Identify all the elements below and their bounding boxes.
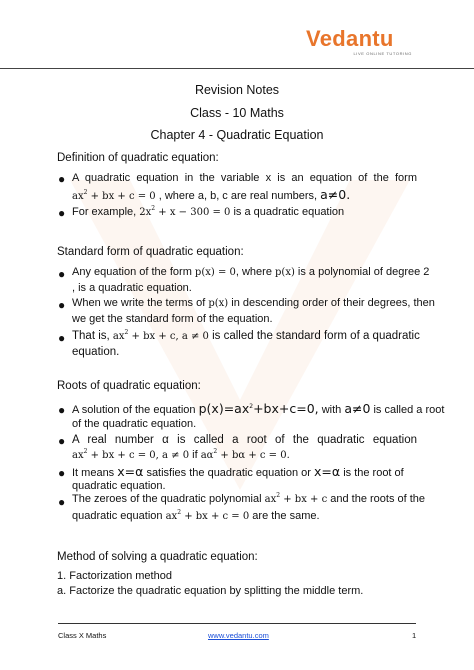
s2-b1-text-b: , where [235, 266, 272, 278]
s1-b1-cond: a≠0. [320, 187, 351, 202]
bullet-icon: ● [58, 466, 66, 480]
s1-b2 [72, 206, 344, 218]
section-method-heading: Method of solving a quadratic equation: [57, 551, 258, 563]
bullet-icon: ● [58, 172, 66, 186]
s3-b3-line2: quadratic equation. [72, 480, 166, 492]
s3-b4-eq: $ax^2$ + bx + c [264, 492, 328, 505]
s3-b2-eq: $ax^2$ + bx + c = 0, a ≠ 0 [72, 448, 190, 461]
s3-b1-eq2: a≠0 [344, 401, 371, 416]
s2-b1-line1 [72, 266, 429, 278]
s1-b2-text-a: For example, [72, 206, 137, 218]
vedantu-logo [306, 28, 416, 62]
method-item-1: 1. Factorization method [57, 570, 172, 582]
s2-b3-text-a: That is, [72, 330, 110, 342]
logo-tagline: LIVE ONLINE TUTORING [353, 51, 412, 56]
s3-b4-eq2: $ax^2$ + bx + c = 0 [165, 509, 250, 522]
s2-b2-line1 [72, 297, 435, 309]
s2-b1-text-a: Any equation of the form [72, 266, 192, 278]
s2-b3-line1 [72, 330, 420, 342]
s3-b4-line2 [72, 510, 320, 522]
s3-b2-line1: A real number α is called a root of the quadratic equation [72, 434, 417, 446]
doc-title-class: Class - 10 Maths [190, 106, 284, 120]
s3-b1-text-b: with [321, 404, 342, 416]
s2-b3-eq: $ax^2$ + bx + c, a ≠ 0 [112, 329, 209, 342]
footer-website-link[interactable]: www.vedantu.com [208, 631, 269, 640]
bullet-icon: ● [58, 403, 66, 417]
s2-b1-eq2: p(x) [275, 267, 295, 278]
s3-b4-text-d: are the same. [252, 510, 320, 522]
s3-b3-text-b: satisfies the quadratic equation or [146, 467, 311, 479]
s3-b3-eq2: x=α [314, 464, 341, 479]
section-standard-form-heading: Standard form of quadratic equation: [57, 246, 244, 258]
s2-b2-eq: p(x) [208, 298, 229, 309]
s3-b1-line2: of the quadratic equation. [72, 418, 197, 430]
s1-b1-line2 [72, 187, 350, 202]
s3-b1-text-a: A solution of the equation [72, 404, 196, 416]
section-definition-heading: Definition of quadratic equation: [57, 152, 219, 164]
footer-page-number: 1 [412, 631, 417, 640]
s1-b1-line1: A quadratic equation in the variable x is an equation of the form [72, 172, 417, 184]
s3-b3-text-a: It means [72, 467, 115, 479]
doc-title-revision-notes: Revision Notes [194, 83, 280, 97]
s3-b2-text-b: if [192, 449, 198, 461]
s2-b1-text-c: is a polynomial of degree 2 [297, 266, 430, 278]
s3-b2-line2 [72, 449, 290, 461]
s3-b3-text-c: is the root of [343, 467, 404, 479]
s3-b3-line1 [72, 464, 404, 479]
s3-b1-text-c: is called a root [373, 404, 445, 416]
s2-b1-line2: , is a quadratic equation. [72, 282, 192, 294]
s1-b1-text: , where a, b, c are real numbers, [158, 190, 318, 202]
s1-b2-eq: $2x^2 + x - 300 = 0$ [139, 205, 231, 218]
s2-b1-eq: p(x) = 0 [194, 267, 236, 278]
s3-b4-text-c: quadratic equation [72, 510, 163, 522]
s3-b4-line1 [72, 493, 425, 505]
s1-b2-text-b: is a quadratic equation [233, 206, 345, 218]
doc-title-chapter: Chapter 4 - Quadratic Equation [150, 128, 324, 142]
s3-b4-text-b: and the roots of the [330, 493, 426, 505]
bullet-icon: ● [58, 206, 66, 220]
footer-divider [58, 623, 416, 624]
bullet-icon: ● [58, 434, 66, 448]
s3-b1-eq: $p(x)=ax^2+bx+c=0$, [198, 401, 319, 416]
header-divider [0, 68, 474, 69]
s1-b1-eq: $ax^2$ + bx + c = 0 [72, 189, 156, 202]
s3-b4-text-a: The zeroes of the quadratic polynomial [72, 493, 262, 505]
footer-class-label: Class X Maths [58, 631, 107, 640]
method-item-a: a. Factorize the quadratic equation by splitting the middle term. [57, 585, 364, 597]
s2-b2-line2: we get the standard form of the equation. [72, 313, 273, 325]
bullet-icon: ● [58, 298, 66, 312]
s2-b3-text-b: is called the standard form of a quadratic [212, 330, 420, 342]
s3-b3-eq: x=α [117, 464, 144, 479]
s2-b3-line2: equation. [72, 346, 120, 358]
bullet-icon: ● [58, 495, 66, 509]
bullet-icon: ● [58, 331, 66, 345]
section-roots-heading: Roots of quadratic equation: [57, 380, 201, 392]
logo-wordmark: Vedantu [306, 26, 394, 51]
s2-b2-text-b: in descending order of their degrees, then [231, 297, 435, 309]
s3-b1-line1 [72, 401, 444, 416]
s2-b2-text-a: When we write the terms of [72, 297, 206, 309]
s3-b2-eq2: $a\alpha^2 + b\alpha + c = 0$. [200, 448, 290, 461]
bullet-icon: ● [58, 267, 66, 281]
